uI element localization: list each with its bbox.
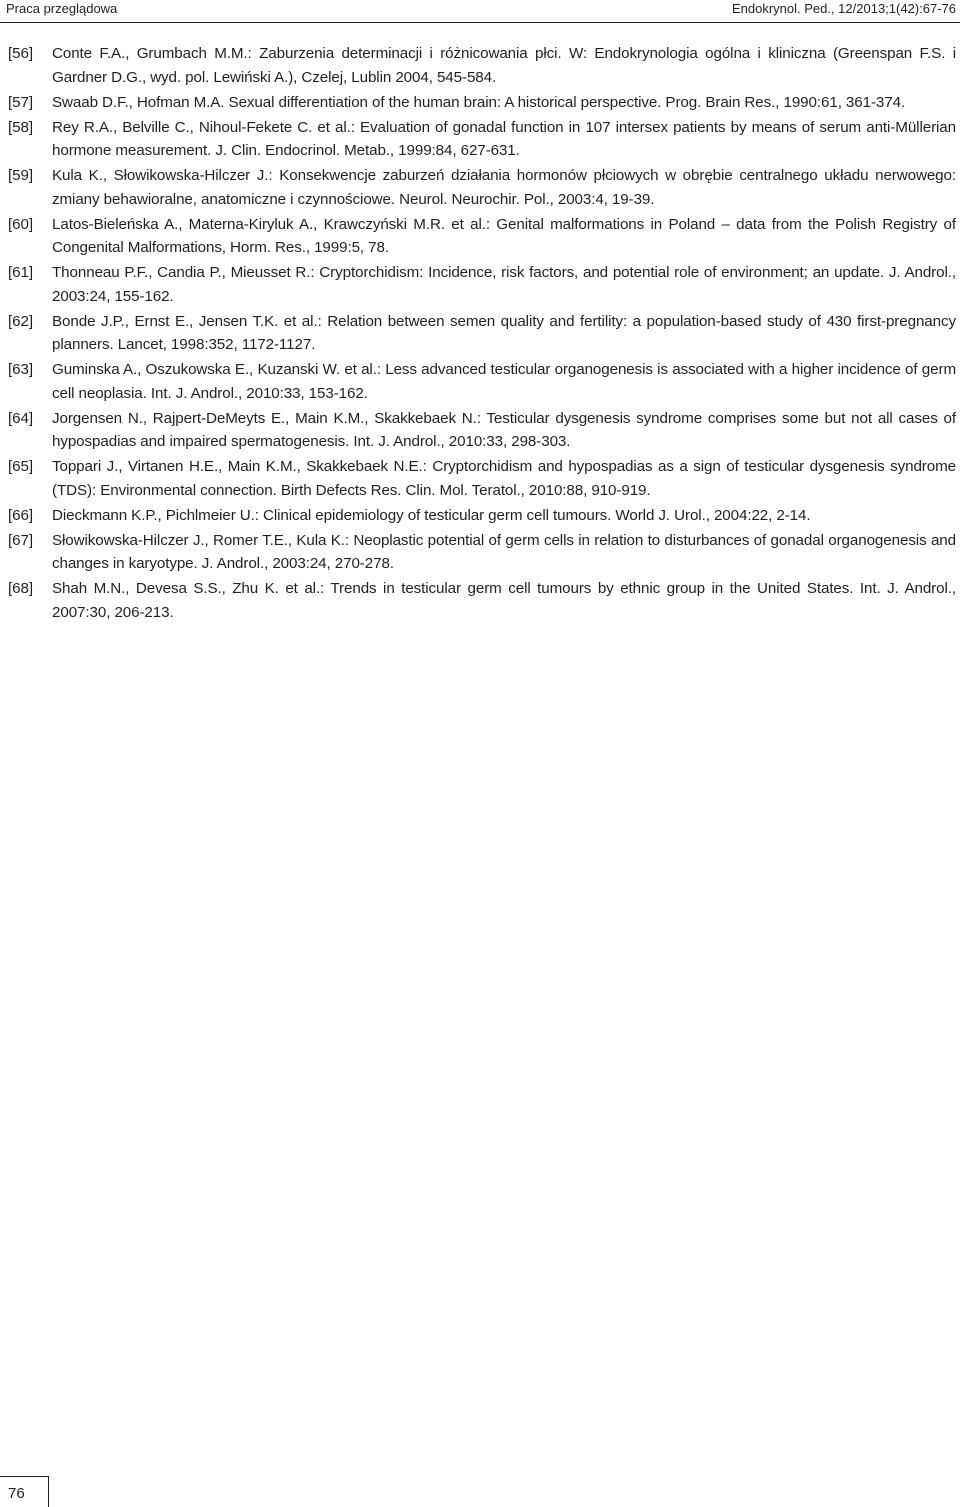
reference-text: Bonde J.P., Ernst E., Jensen T.K. et al.: Relation between semen quality and fertility: a population-based study of 430 first-pregnancy planners. Lancet, 1998:352, 1172-1127. xyxy=(52,312,956,353)
reference-text: Dieckmann K.P., Pichlmeier U.: Clinical epidemiology of testicular germ cell tumours. World J. Urol., 2004:22, 2-14. xyxy=(52,506,811,524)
reference-text: Toppari J., Virtanen H.E., Main K.M., Skakkebaek N.E.: Cryptorchidism and hypospadias as a sign of testicular dysgenesis syndrome (TDS): Environmental connection. Birth Defects Res. Clin. Mol. Teratol., 2010:88, 910-919. xyxy=(52,458,956,499)
reference-number: [65] xyxy=(8,458,33,475)
reference-item xyxy=(8,310,956,357)
reference-text: Thonneau P.F., Candia P., Mieusset R.: Cryptorchidism: Incidence, risk factors, and potential role of environment; an update. J. Androl., 2003:24, 155-162. xyxy=(52,264,956,305)
reference-item xyxy=(8,213,956,260)
journal-citation: Endokrynol. Ped., 12/2013;1(42):67-76 xyxy=(731,1,956,16)
reference-item xyxy=(8,116,956,163)
reference-number: [68] xyxy=(8,580,33,597)
reference-number: [57] xyxy=(8,93,33,111)
reference-number: [67] xyxy=(8,531,33,549)
reference-item xyxy=(8,42,956,89)
reference-item xyxy=(8,504,956,528)
reference-number: [59] xyxy=(8,167,33,184)
reference-text: Conte F.A., Grumbach M.M.: Zaburzenia determinacji i różnicowania płci. W: Endokrynologia ogólna i kliniczna (Greenspan F.S. i Gardner D.G., wyd. pol. Lewiński A.), Czelej, Lublin 2004, 545-584. xyxy=(52,45,956,86)
reference-text: Rey R.A., Belville C., Nihoul-Fekete C. et al.: Evaluation of gonadal function in 107 intersex patients by means of serum anti-Müllerian hormone measurement. J. Clin. Endocrinol. Metab., 1999:84, 627-631. xyxy=(52,118,956,159)
article-type: Praca przeglądowa xyxy=(6,1,118,16)
reference-item xyxy=(8,407,956,454)
reference-number: [58] xyxy=(8,118,33,136)
page-number-box xyxy=(0,1476,49,1507)
reference-text: Latos-Bieleńska A., Materna-Kiryluk A., Krawczyński M.R. et al.: Genital malformations in Poland – data from the Polish Registry of Congenital Malformations, Horm. Res., 1999:5, 78. xyxy=(52,215,956,256)
reference-item xyxy=(8,261,956,308)
reference-number: [60] xyxy=(8,215,33,233)
reference-item xyxy=(8,577,956,624)
reference-text: Jorgensen N., Rajpert-DeMeyts E., Main K.M., Skakkebaek N.: Testicular dysgenesis syndrome comprises some but not all cases of hypospadias and impaired spermatogenesis. Int. J. Androl., 2010:33, 298-303. xyxy=(52,409,956,450)
reference-item xyxy=(8,455,956,502)
reference-item xyxy=(8,529,956,576)
running-header xyxy=(0,0,960,23)
reference-item xyxy=(8,164,956,211)
reference-text: Shah M.N., Devesa S.S., Zhu K. et al.: Trends in testicular germ cell tumours by ethnic group in the United States. Int. J. Androl., 2007:30, 206-213. xyxy=(52,580,956,621)
reference-text: Kula K., Słowikowska-Hilczer J.: Konsekwencje zaburzeń działania hormonów płciowych w obrębie centralnego układu nerwowego: zmiany behawioralne, anatomiczne i czynnościowe. Neurol. Neurochir. Pol., 2003:4, 19-39. xyxy=(52,167,956,208)
reference-text: Swaab D.F., Hofman M.A. Sexual differentiation of the human brain: A historical perspective. Prog. Brain Res., 1990:61, 361-374. xyxy=(52,93,906,111)
reference-item xyxy=(8,91,956,115)
reference-number: [56] xyxy=(8,45,33,62)
reference-number: [62] xyxy=(8,312,33,330)
reference-number: [61] xyxy=(8,264,33,281)
reference-text: Słowikowska-Hilczer J., Romer T.E., Kula K.: Neoplastic potential of germ cells in relation to disturbances of gonadal organogenesis and changes in karyotype. J. Androl., 2003:24, 270-278. xyxy=(52,531,956,572)
reference-number: [66] xyxy=(8,506,33,524)
page-number: 76 xyxy=(8,1485,25,1502)
reference-number: [63] xyxy=(8,361,33,378)
reference-list xyxy=(8,42,956,626)
reference-number: [64] xyxy=(8,409,33,427)
reference-text: Guminska A., Oszukowska E., Kuzanski W. et al.: Less advanced testicular organogenesis is associated with a higher incidence of germ cell neoplasia. Int. J. Androl., 2010:33, 153-162. xyxy=(52,361,956,402)
reference-item xyxy=(8,358,956,405)
